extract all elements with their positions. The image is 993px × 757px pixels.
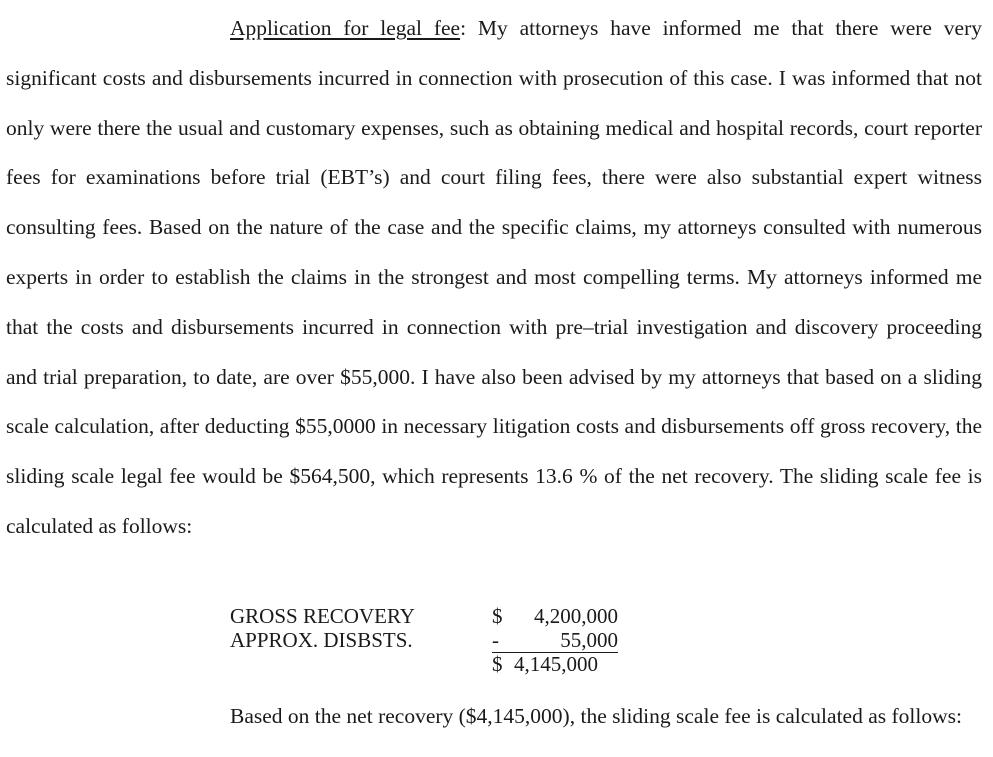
fee-application-paragraph (6, 4, 982, 552)
gross-recovery-row (230, 604, 618, 628)
recovery-calculation (230, 604, 618, 676)
gross-recovery-value: 4,200,000 (534, 604, 618, 628)
closing-paragraph: Based on the net recovery ($4,145,000), the sliding scale fee is calculated as follows: (230, 704, 962, 728)
disbursements-value: 55,000 (560, 628, 618, 652)
minus-sign: - (492, 628, 499, 652)
disbursements-amount (492, 628, 618, 653)
section-heading: Application for legal fee (230, 16, 461, 40)
net-recovery-row (230, 652, 618, 676)
net-recovery-amount (492, 652, 618, 676)
paragraph-body: : My attorneys have informed me that there were very significant costs and disbursements incurred in connection with prosecution of this case. I was informed that not only were there the usual and customary expenses, such as obtaining medical and hospital records, court reporter fees for examinations before trial (EBT’s) and court filing fees, there were also substantial expert witness consulting fees. Based on the nature of the case and the specific claims, my attorneys consulted with numerous experts in order to establish the claims in the strongest and most compelling terms. My attorneys informed me that the costs and disbursements incurred in connection with pre–trial investigation and discovery proceeding and trial preparation, to date, are over $55,000. I have also been advised by my attorneys that based on a sliding scale calculation, after deducting $55,0000 in necessary litigation costs and disbursements off gross recovery, the sliding scale legal fee would be $564,500, which represents 13.6 % of the net recovery. The sliding scale fee is calculated as follows: (6, 16, 982, 538)
gross-recovery-label: GROSS RECOVERY (230, 604, 415, 628)
disbursements-row (230, 628, 618, 652)
net-recovery-value: 4,145,000 (514, 652, 598, 676)
net-currency-symbol: $ (492, 652, 503, 676)
gross-recovery-amount (492, 604, 618, 628)
disbursements-label: APPROX. DISBSTS. (230, 628, 413, 652)
gross-currency-symbol: $ (492, 604, 503, 628)
